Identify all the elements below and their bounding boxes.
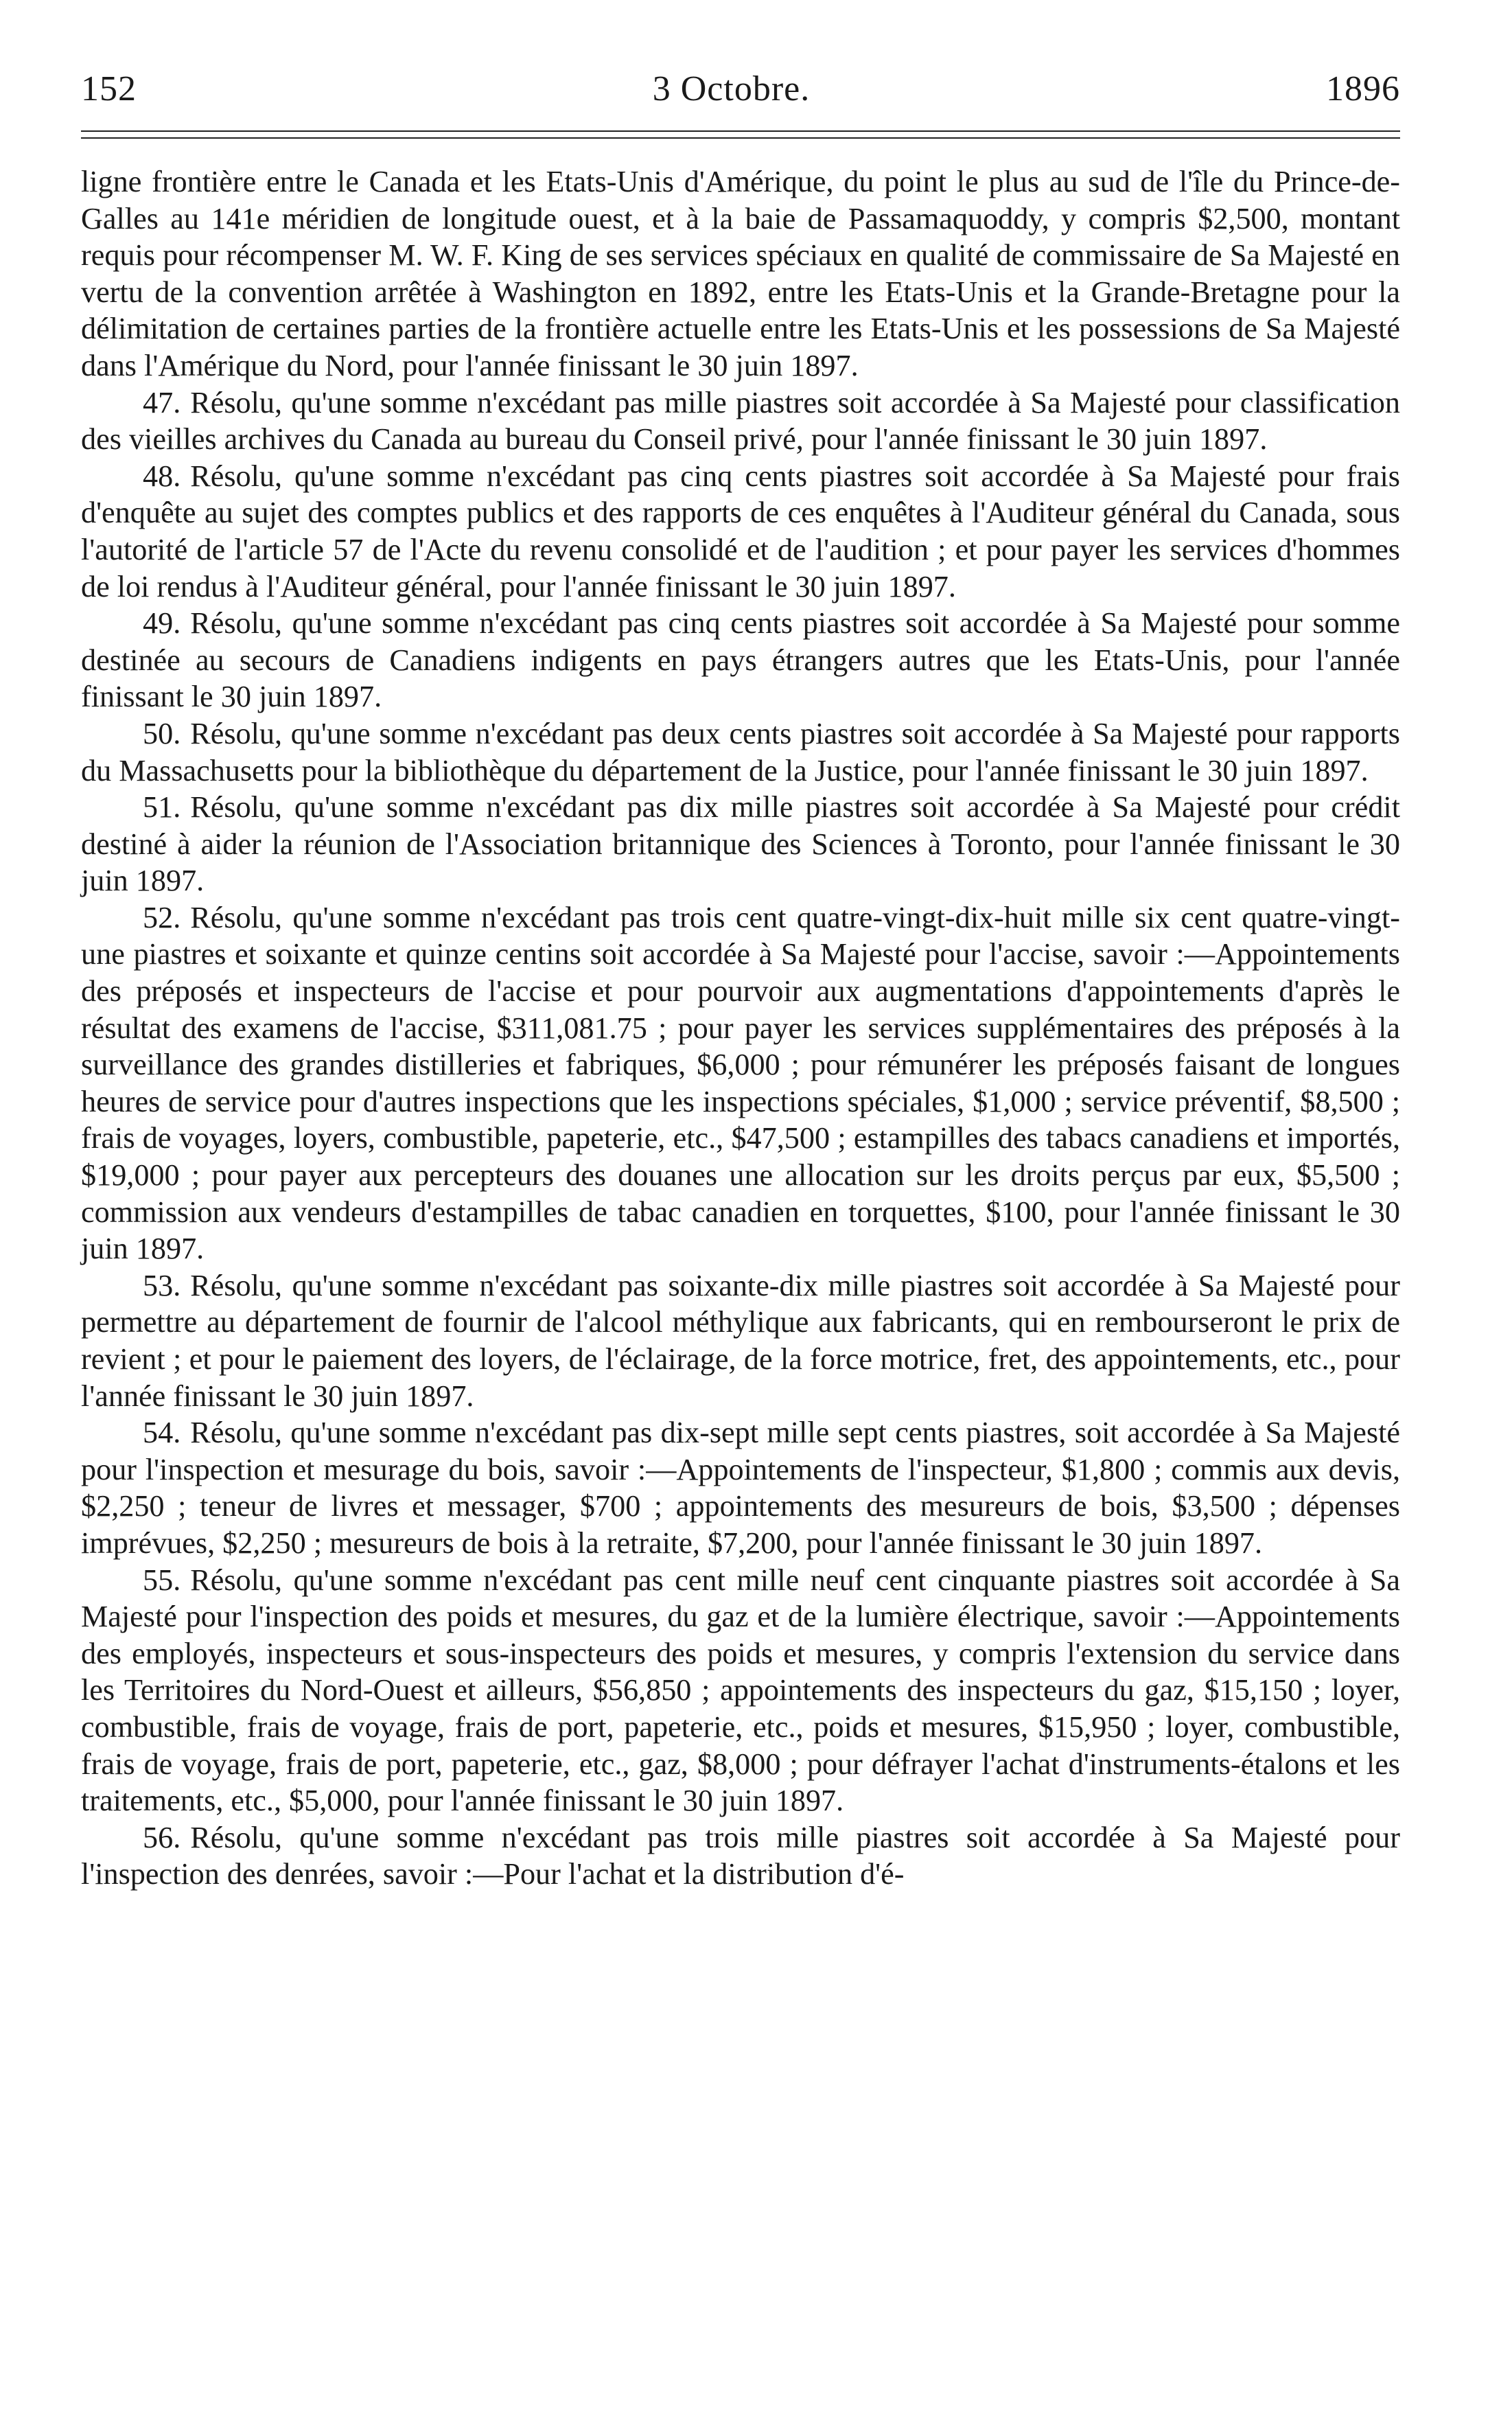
page-date: 3 Octobre. <box>652 69 811 108</box>
resolution-number: 48. <box>143 459 181 493</box>
resolution-text: Résolu, qu'une somme n'excédant pas soixante-dix mille piastres soit accordée à Sa Majesté pour permettre au département de fournir de l'alcool méthylique aux fabricants, qui en rembourseront le prix de revient ; et pour le paiement des loyers, de l'éclairage, de la force motrice, fret, des appointements, etc., pour l'année finissant le 30 juin 1897. <box>81 1268 1400 1413</box>
page-year: 1896 <box>1326 69 1400 108</box>
resolution-47 <box>81 384 1400 458</box>
resolution-number: 47. <box>143 385 181 419</box>
resolution-text: Résolu, qu'une somme n'excédant pas dix mille piastres soit accordée à Sa Majesté pour crédit destiné à aider la réunion de l'Association britannique des Sciences à Toronto, pour l'année finissant le 30 juin 1897. <box>81 790 1400 898</box>
resolution-49 <box>81 605 1400 715</box>
header-double-rule <box>81 130 1400 139</box>
body-text <box>81 163 1400 1893</box>
paragraph-text: ligne frontière entre le Canada et les Etats-Unis d'Amérique, du point le plus au sud de l'île du Prince-de-Galles au 141e méridien de longitude ouest, et à la baie de Passamaquoddy, y compris $2,500, montant requis pour récompenser M. W. F. King de ses services spéciaux en qualité de commissaire de Sa Majesté en vertu de la convention arrêtée à Washington en 1892, entre les Etats-Unis et la Grande-Bretagne pour la délimitation de certaines parties de la frontière actuelle entre les Etats-Unis et les possessions de Sa Majesté dans l'Amérique du Nord, pour l'année finissant le 30 juin 1897. <box>81 165 1400 382</box>
resolution-number: 51. <box>143 790 181 825</box>
header-rule-top <box>81 130 1400 132</box>
resolution-text: Résolu, qu'une somme n'excédant pas cinq cents piastres soit accordée à Sa Majesté pour somme destinée au secours de Canadiens indigents en pays étrangers autres que les Etats-Unis, pour l'année finissant le 30 juin 1897. <box>81 606 1400 714</box>
resolution-number: 49. <box>143 606 181 641</box>
resolution-52 <box>81 899 1400 1267</box>
resolution-text: Résolu, qu'une somme n'excédant pas deux cents piastres soit accordée à Sa Majesté pour rapports du Massachusetts pour la bibliothèque du département de la Justice, pour l'année finissant le 30 juin 1897. <box>81 716 1400 787</box>
resolution-number: 56. <box>143 1820 181 1854</box>
resolution-56 <box>81 1819 1400 1893</box>
resolution-number: 55. <box>143 1563 181 1597</box>
resolution-text: Résolu, qu'une somme n'excédant pas dix-sept mille sept cents piastres, soit accordée à Sa Majesté pour l'inspection et mesurage du bois, savoir :—Appointements de l'inspecteur, $1,800 ; commis aux devis, $2,250 ; teneur de livres et messager, $700 ; appointements des mesureurs de bois, $3,500 ; dépenses imprévues, $2,250 ; mesureurs de bois à la retraite, $7,200, pour l'année finissant le 30 juin 1897. <box>81 1416 1400 1560</box>
resolution-number: 52. <box>143 900 181 934</box>
resolution-text: Résolu, qu'une somme n'excédant pas mille piastres soit accordée à Sa Majesté pour classification des vieilles archives du Canada au bureau du Conseil privé, pour l'année finissant le 30 juin 1897. <box>81 385 1400 457</box>
resolution-54 <box>81 1414 1400 1561</box>
resolution-51 <box>81 789 1400 899</box>
resolution-text: Résolu, qu'une somme n'excédant pas trois mille piastres soit accordée à Sa Majesté pour l'inspection des denrées, savoir :—Pour l'achat et la distribution d'é- <box>81 1820 1400 1891</box>
resolution-number: 50. <box>143 716 181 750</box>
resolution-53 <box>81 1267 1400 1414</box>
page-header <box>81 69 1400 110</box>
resolution-48 <box>81 458 1400 605</box>
paragraph-continuation <box>81 163 1400 384</box>
header-rule-bottom <box>81 137 1400 139</box>
resolution-text: Résolu, qu'une somme n'excédant pas trois cent quatre-vingt-dix-huit mille six cent quatre-vingt-une piastres et soixante et quinze centins soit accordée à Sa Majesté pour l'accise, savoir :—Appointements des préposés et inspecteurs de l'accise et pour pourvoir aux augmentations d'appointements d'après le résultat des examens de l'accise, $311,081.75 ; pour payer les services supplémentaires des préposés à la surveillance des grandes distilleries et fabriques, $6,000 ; pour rémunérer les préposés faisant de longues heures de service pour d'autres inspections que les inspections spéciales, $1,000 ; service préventif, $8,500 ; frais de voyages, loyers, combustible, papeterie, etc., $47,500 ; estampilles des tabacs canadiens et importés, $19,000 ; pour payer aux percepteurs des douanes une allocation sur les droits perçus par eux, $5,500 ; commission aux vendeurs d'estampilles de tabac canadien en torquettes, $100, pour l'année finissant le 30 juin 1897. <box>81 900 1400 1266</box>
page-number: 152 <box>81 69 137 108</box>
resolution-text: Résolu, qu'une somme n'excédant pas cinq cents piastres soit accordée à Sa Majesté pour frais d'enquête au sujet des comptes publics et des rapports de ces enquêtes à l'Auditeur général du Canada, sous l'autorité de l'article 57 de l'Acte du revenu consolidé et de l'audition ; et pour payer les services d'hommes de loi rendus à l'Auditeur général, pour l'année finissant le 30 juin 1897. <box>81 459 1400 603</box>
resolution-number: 53. <box>143 1268 181 1302</box>
resolution-55 <box>81 1562 1400 1819</box>
resolution-number: 54. <box>143 1416 181 1450</box>
resolution-text: Résolu, qu'une somme n'excédant pas cent mille neuf cent cinquante piastres soit accordée à Sa Majesté pour l'inspection des poids et mesures, du gaz et de la lumière électrique, savoir :—Appointements des employés, inspecteurs et sous-inspecteurs des poids et mesures, y compris l'extension du service dans les Territoires du Nord-Ouest et ailleurs, $56,850 ; appointements des inspecteurs du gaz, $15,150 ; loyer, combustible, frais de voyage, frais de port, papeterie, etc., poids et mesures, $15,950 ; loyer, combustible, frais de voyage, frais de port, papeterie, etc., gaz, $8,000 ; pour défrayer l'achat d'instruments-étalons et les traitements, etc., $5,000, pour l'année finissant le 30 juin 1897. <box>81 1563 1400 1818</box>
page <box>81 69 1400 1893</box>
resolution-50 <box>81 715 1400 789</box>
